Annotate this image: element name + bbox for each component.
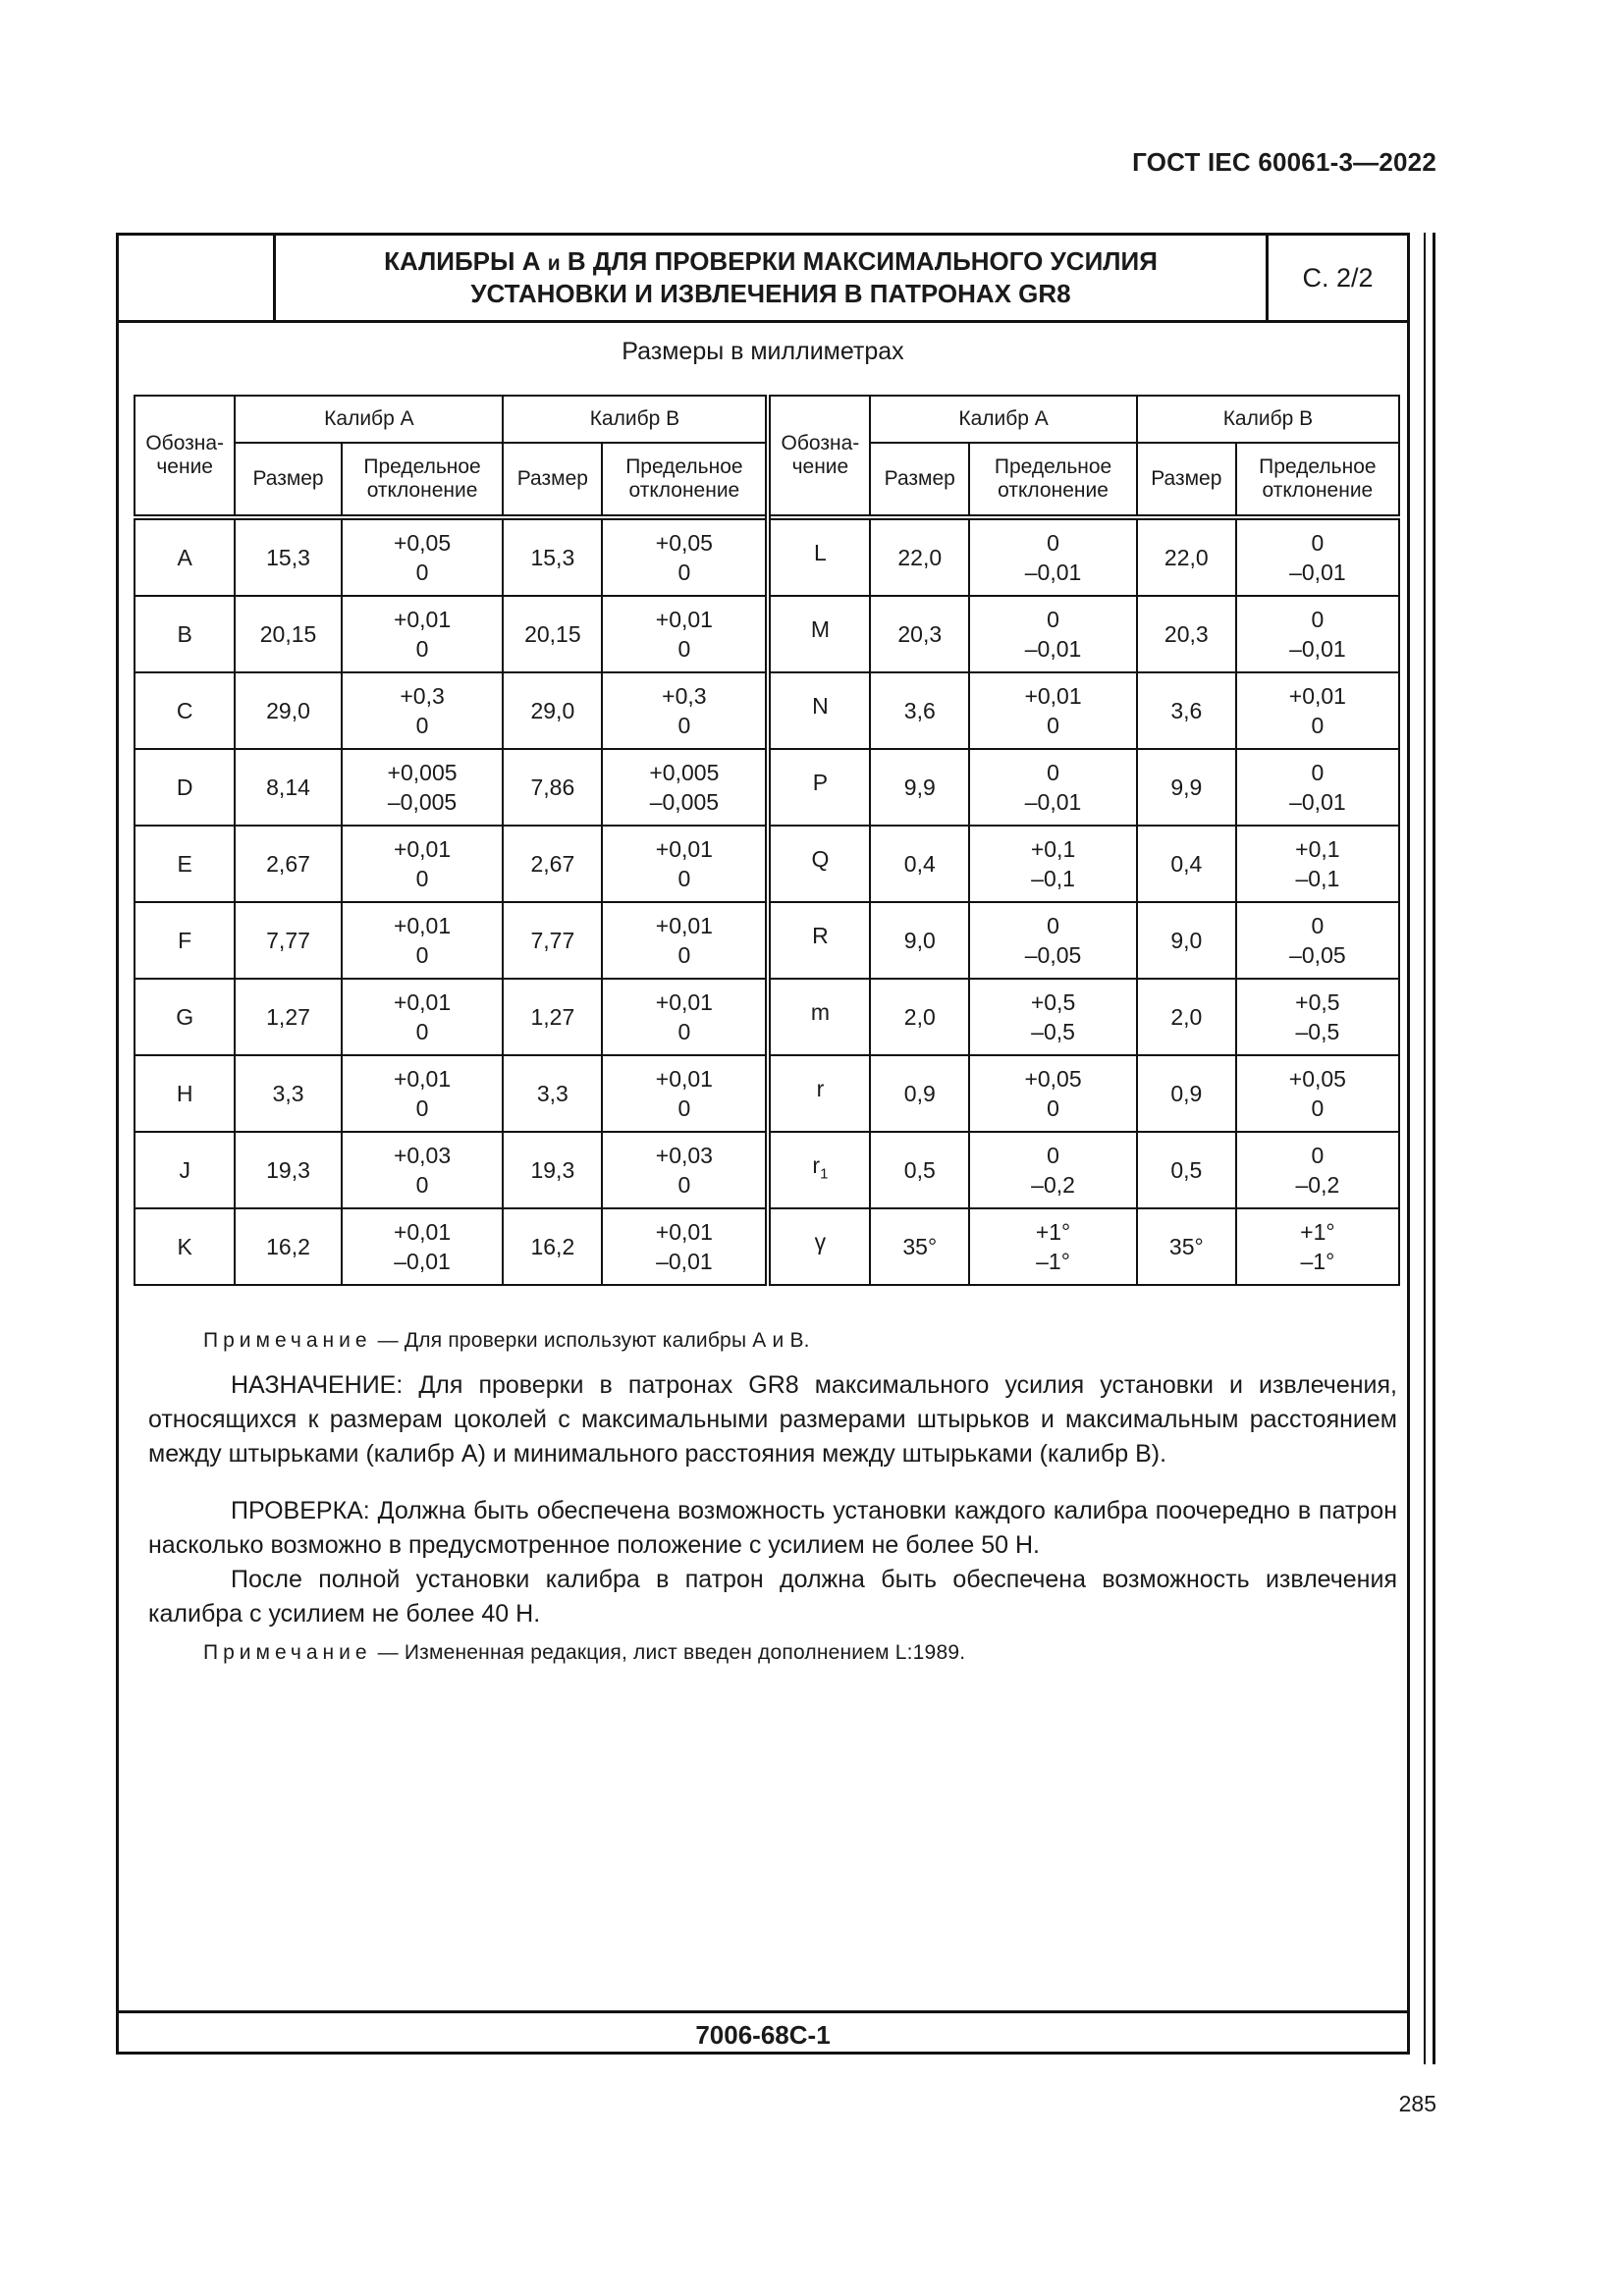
deviation-upper: +0,03: [655, 1143, 713, 1168]
gauge-b-deviation-cell: [602, 1208, 768, 1285]
table-row: [135, 1208, 1399, 1285]
gauge-b-deviation-cell: [1236, 979, 1399, 1055]
gauge-a-deviation-cell: [342, 1208, 504, 1285]
deviation-lower: –0,01: [1024, 560, 1082, 585]
deviation-upper: 0: [1047, 530, 1059, 556]
gauge-a-size-cell: 1,27: [235, 979, 341, 1055]
designation-cell: [768, 1132, 870, 1208]
gauge-b-deviation-cell: [1236, 1132, 1399, 1208]
deviation-upper: +0,05: [1024, 1066, 1082, 1092]
gauge-a-deviation-cell: [342, 1055, 504, 1132]
dimensions-table: [134, 395, 1400, 1286]
designation-header-left: Обозна- чение: [135, 396, 235, 517]
gauge-b-header-right: Калибр В: [1137, 396, 1399, 443]
deviation-lower: 0: [1047, 1095, 1059, 1121]
gauge-b-deviation-cell: [1236, 596, 1399, 672]
deviation-header: Предельное отклонение: [1236, 443, 1399, 517]
designation-cell: H: [135, 1055, 235, 1132]
designation-cell: [768, 1055, 870, 1132]
gauge-a-deviation-cell: [969, 979, 1137, 1055]
size-header: Размер: [235, 443, 341, 517]
gauge-b-size-cell: 16,2: [503, 1208, 602, 1285]
title-row: [119, 236, 1407, 323]
deviation-upper: +0,01: [393, 989, 452, 1015]
gauge-b-deviation-cell: [602, 1132, 768, 1208]
gauge-b-deviation-cell: [602, 596, 768, 672]
purpose-paragraph: НАЗНАЧЕНИЕ: Для проверки в патронах GR8 максимального усилия установки и извлечения, относящихся к размерам цоколей с максимальными размерами штырьков и максимальным расстоянием между штырьками (калибр А) и минимального расстояния между штырьками (калибр В).: [148, 1371, 1397, 1468]
page-number: 285: [1398, 2091, 1436, 2116]
deviation-lower: 0: [677, 942, 691, 968]
gauge-a-size-cell: 0,4: [870, 826, 969, 902]
designation-cell: D: [135, 749, 235, 826]
check-paragraph-2: После полной установки калибра в патрон должна быть обеспечена возможность извлечения калибра с усилием не более 40 Н.: [148, 1566, 1397, 1628]
gauge-a-size-cell: 7,77: [235, 902, 341, 979]
designation-text: m: [810, 999, 830, 1026]
table-row: [135, 1132, 1399, 1208]
designation-cell: [768, 902, 870, 979]
gauge-b-deviation-cell: [602, 672, 768, 749]
designation-text: R: [812, 923, 829, 949]
designation-cell: K: [135, 1208, 235, 1285]
gauge-b-size-cell: 3,6: [1137, 672, 1236, 749]
deviation-lower: 0: [677, 1019, 691, 1044]
gauge-a-size-cell: 2,67: [235, 826, 341, 902]
deviation-lower: –0,5: [1295, 1019, 1340, 1044]
sheet-edge-line: [1433, 233, 1435, 2064]
gauge-a-deviation-cell: [342, 826, 504, 902]
gauge-a-size-cell: 29,0: [235, 672, 341, 749]
gauge-b-size-cell: 15,3: [503, 517, 602, 596]
deviation-upper: +0,3: [400, 683, 445, 709]
designation-cell: [768, 826, 870, 902]
deviation-upper: 0: [1311, 760, 1325, 785]
deviation-upper: +0,5: [1030, 989, 1076, 1015]
designation-cell: C: [135, 672, 235, 749]
deviation-lower: –0,05: [1024, 942, 1082, 968]
gauge-b-size-cell: 1,27: [503, 979, 602, 1055]
designation-text: M: [810, 616, 830, 643]
gauge-b-deviation-cell: [1236, 826, 1399, 902]
gauge-b-size-cell: 19,3: [503, 1132, 602, 1208]
deviation-lower: 0: [415, 866, 429, 891]
deviation-lower: –0,01: [1289, 636, 1346, 662]
designation-cell: [768, 596, 870, 672]
deviation-upper: +0,005: [649, 760, 720, 785]
deviation-upper: 0: [1311, 607, 1325, 632]
deviation-upper: +0,01: [655, 836, 713, 862]
note-1: Примечание — Для проверки используют калибры А и В.: [203, 1329, 810, 1352]
deviation-lower: –0,005: [387, 789, 458, 815]
deviation-lower: –0,005: [649, 789, 720, 815]
designation-text: P: [812, 770, 829, 796]
deviation-upper: +0,03: [393, 1143, 452, 1168]
gauge-a-deviation-cell: [342, 596, 504, 672]
designation-cell: [768, 749, 870, 826]
deviation-upper: +0,05: [393, 530, 452, 556]
designation-cell: [768, 979, 870, 1055]
gauge-a-deviation-cell: [342, 749, 504, 826]
designation-cell: E: [135, 826, 235, 902]
gauge-a-size-cell: 0,5: [870, 1132, 969, 1208]
gauge-a-deviation-cell: [969, 826, 1137, 902]
gauge-a-deviation-cell: [969, 672, 1137, 749]
gauge-a-deviation-cell: [969, 596, 1137, 672]
gauge-b-size-cell: 3,3: [503, 1055, 602, 1132]
deviation-upper: 0: [1311, 913, 1325, 938]
gauge-a-size-cell: 3,6: [870, 672, 969, 749]
deviation-upper: +0,3: [662, 683, 707, 709]
deviation-upper: 0: [1047, 1143, 1059, 1168]
size-header: Размер: [1137, 443, 1236, 517]
table-row: [135, 596, 1399, 672]
deviation-upper: +0,1: [1295, 836, 1340, 862]
deviation-lower: –0,01: [394, 1249, 451, 1274]
deviation-lower: 0: [1047, 713, 1059, 738]
deviation-upper: +0,005: [387, 760, 458, 785]
gauge-a-deviation-cell: [969, 517, 1137, 596]
gauge-a-size-cell: 20,15: [235, 596, 341, 672]
deviation-upper: +0,01: [655, 1219, 713, 1245]
designation-text: r: [816, 1076, 825, 1102]
deviation-lower: 0: [415, 1019, 429, 1044]
designation-cell: F: [135, 902, 235, 979]
deviation-lower: 0: [677, 713, 691, 738]
deviation-lower: 0: [677, 636, 691, 662]
designation-header-right: Обозна- чение: [768, 396, 870, 517]
deviation-upper: +1°: [1300, 1219, 1335, 1245]
deviation-lower: –1°: [1036, 1249, 1070, 1274]
gauge-b-size-cell: 0,5: [1137, 1132, 1236, 1208]
gauge-b-size-cell: 35°: [1137, 1208, 1236, 1285]
designation-cell: J: [135, 1132, 235, 1208]
gauge-b-deviation-cell: [602, 826, 768, 902]
gauge-a-size-cell: 22,0: [870, 517, 969, 596]
deviation-lower: –0,01: [1289, 789, 1346, 815]
gauge-b-deviation-cell: [1236, 749, 1399, 826]
gauge-a-size-cell: 0,9: [870, 1055, 969, 1132]
gauge-a-size-cell: 15,3: [235, 517, 341, 596]
deviation-lower: 0: [1311, 1095, 1325, 1121]
gauge-b-deviation-cell: [602, 1055, 768, 1132]
sheet-title-line2: УСТАНОВКИ И ИЗВЛЕЧЕНИЯ В ПАТРОНАХ GR8: [470, 279, 1071, 308]
gauge-b-size-cell: 9,9: [1137, 749, 1236, 826]
designation-subscript: 1: [820, 1165, 829, 1183]
gauge-a-size-cell: 16,2: [235, 1208, 341, 1285]
gauge-a-header-left: Калибр А: [235, 396, 503, 443]
deviation-lower: 0: [677, 1095, 691, 1121]
designation-text: L: [814, 540, 827, 566]
gauge-a-deviation-cell: [342, 517, 504, 596]
deviation-lower: –0,05: [1289, 942, 1346, 968]
deviation-lower: 0: [415, 636, 429, 662]
designation-cell: G: [135, 979, 235, 1055]
size-header: Размер: [870, 443, 969, 517]
deviation-lower: 0: [415, 560, 429, 585]
sheet-code: 7006-68С-1: [119, 2010, 1407, 2057]
deviation-upper: +0,01: [655, 989, 713, 1015]
deviation-upper: +0,01: [1288, 683, 1346, 709]
designation-text: r: [812, 1152, 821, 1179]
gauge-b-deviation-cell: [1236, 517, 1399, 596]
deviation-lower: 0: [415, 942, 429, 968]
deviation-lower: 0: [677, 866, 691, 891]
deviation-upper: 0: [1047, 760, 1059, 785]
deviation-lower: –1°: [1300, 1249, 1335, 1274]
gauge-a-size-cell: 8,14: [235, 749, 341, 826]
gauge-b-deviation-cell: [1236, 1055, 1399, 1132]
gauge-b-deviation-cell: [602, 979, 768, 1055]
deviation-upper: +0,01: [393, 836, 452, 862]
gauge-a-deviation-cell: [342, 902, 504, 979]
gauge-a-size-cell: 3,3: [235, 1055, 341, 1132]
size-header: Размер: [503, 443, 602, 517]
gauge-a-size-cell: 20,3: [870, 596, 969, 672]
designation-cell: A: [135, 517, 235, 596]
deviation-header: Предельное отклонение: [342, 443, 504, 517]
gauge-b-size-cell: 2,67: [503, 826, 602, 902]
table-row: [135, 672, 1399, 749]
gauge-b-size-cell: 0,4: [1137, 826, 1236, 902]
gauge-b-deviation-cell: [602, 749, 768, 826]
designation-text: γ: [814, 1229, 827, 1255]
deviation-lower: –0,01: [1024, 789, 1082, 815]
designation-cell: [768, 517, 870, 596]
gauge-b-size-cell: 7,86: [503, 749, 602, 826]
sheet-page-ref: С. 2/2: [1302, 262, 1374, 293]
designation-cell: B: [135, 596, 235, 672]
gauge-b-deviation-cell: [1236, 1208, 1399, 1285]
gauge-b-deviation-cell: [602, 517, 768, 596]
gauge-b-deviation-cell: [1236, 672, 1399, 749]
gauge-b-size-cell: 9,0: [1137, 902, 1236, 979]
sheet-title: [276, 236, 1269, 320]
table-body: [135, 517, 1399, 1285]
deviation-upper: +0,01: [655, 1066, 713, 1092]
gauge-a-size-cell: 35°: [870, 1208, 969, 1285]
table-row: [135, 979, 1399, 1055]
gauge-b-size-cell: 2,0: [1137, 979, 1236, 1055]
gauge-a-deviation-cell: [969, 749, 1137, 826]
deviation-upper: +0,01: [393, 1219, 452, 1245]
gauge-b-deviation-cell: [602, 902, 768, 979]
check-paragraph-1: ПРОВЕРКА: Должна быть обеспечена возможность установки каждого калибра поочередно в патрон насколько возможно в предусмотренное положение с усилием не более 50 Н.: [148, 1497, 1397, 1559]
deviation-upper: 0: [1311, 530, 1325, 556]
deviation-lower: –0,01: [1289, 560, 1346, 585]
deviation-upper: 0: [1047, 607, 1059, 632]
gauge-b-header-left: Калибр В: [503, 396, 768, 443]
gauge-a-size-cell: 9,9: [870, 749, 969, 826]
deviation-upper: +1°: [1035, 1219, 1071, 1245]
deviation-lower: –0,1: [1031, 866, 1075, 891]
deviation-upper: +0,01: [1024, 683, 1082, 709]
deviation-lower: –0,2: [1295, 1172, 1340, 1198]
deviation-lower: 0: [415, 1095, 429, 1121]
designation-cell: [768, 672, 870, 749]
deviation-upper: +0,01: [655, 607, 713, 632]
deviation-upper: +0,01: [655, 913, 713, 938]
deviation-lower: –0,2: [1031, 1172, 1075, 1198]
designation-text: Q: [811, 846, 830, 873]
deviation-upper: +0,01: [393, 1066, 452, 1092]
deviation-upper: +0,05: [1288, 1066, 1346, 1092]
gauge-a-deviation-cell: [342, 672, 504, 749]
note-2: Примечание — Измененная редакция, лист введен дополнением L:1989.: [203, 1641, 966, 1664]
deviation-lower: 0: [415, 1172, 429, 1198]
standard-header: ГОСТ IEC 60061-3—2022: [1132, 147, 1436, 177]
deviation-lower: –0,1: [1295, 866, 1340, 891]
gauge-a-deviation-cell: [342, 1132, 504, 1208]
table-row: [135, 1055, 1399, 1132]
deviation-lower: 0: [415, 713, 429, 738]
deviation-upper: +0,01: [393, 607, 452, 632]
gauge-b-deviation-cell: [1236, 902, 1399, 979]
deviation-header: Предельное отклонение: [969, 443, 1137, 517]
gauge-a-deviation-cell: [969, 1132, 1137, 1208]
gauge-a-deviation-cell: [342, 979, 504, 1055]
designation-text: N: [812, 693, 829, 720]
gauge-a-size-cell: 2,0: [870, 979, 969, 1055]
gauge-b-size-cell: 22,0: [1137, 517, 1236, 596]
deviation-lower: 0: [677, 1172, 691, 1198]
sheet-edge-line: [1424, 233, 1426, 2064]
deviation-lower: 0: [677, 560, 691, 585]
gauge-b-size-cell: 29,0: [503, 672, 602, 749]
designation-cell: [768, 1208, 870, 1285]
title-blank-cell: [119, 236, 276, 320]
gauge-a-header-right: Калибр А: [870, 396, 1137, 443]
standard-sheet: [116, 233, 1410, 2055]
gauge-b-size-cell: 20,3: [1137, 596, 1236, 672]
units-caption: Размеры в миллиметрах: [622, 338, 904, 365]
deviation-upper: +0,05: [655, 530, 713, 556]
deviation-upper: 0: [1047, 913, 1059, 938]
deviation-lower: –0,01: [1024, 636, 1082, 662]
deviation-lower: –0,5: [1031, 1019, 1075, 1044]
table-row: [135, 826, 1399, 902]
table-row: [135, 749, 1399, 826]
table-row: [135, 902, 1399, 979]
gauge-b-size-cell: 20,15: [503, 596, 602, 672]
deviation-upper: +0,01: [393, 913, 452, 938]
table-row: [135, 517, 1399, 596]
deviation-lower: 0: [1311, 713, 1325, 738]
deviation-upper: +0,1: [1030, 836, 1076, 862]
deviation-lower: –0,01: [656, 1249, 713, 1274]
sheet-title-line1: КАЛИБРЫ А и В ДЛЯ ПРОВЕРКИ МАКСИМАЛЬНОГО УСИЛИЯ: [384, 246, 1158, 276]
deviation-upper: 0: [1311, 1143, 1325, 1168]
gauge-a-deviation-cell: [969, 1208, 1137, 1285]
gauge-a-deviation-cell: [969, 902, 1137, 979]
gauge-b-size-cell: 7,77: [503, 902, 602, 979]
gauge-a-deviation-cell: [969, 1055, 1137, 1132]
gauge-a-size-cell: 19,3: [235, 1132, 341, 1208]
deviation-upper: +0,5: [1295, 989, 1340, 1015]
deviation-header: Предельное отклонение: [602, 443, 768, 517]
gauge-b-size-cell: 0,9: [1137, 1055, 1236, 1132]
gauge-a-size-cell: 9,0: [870, 902, 969, 979]
